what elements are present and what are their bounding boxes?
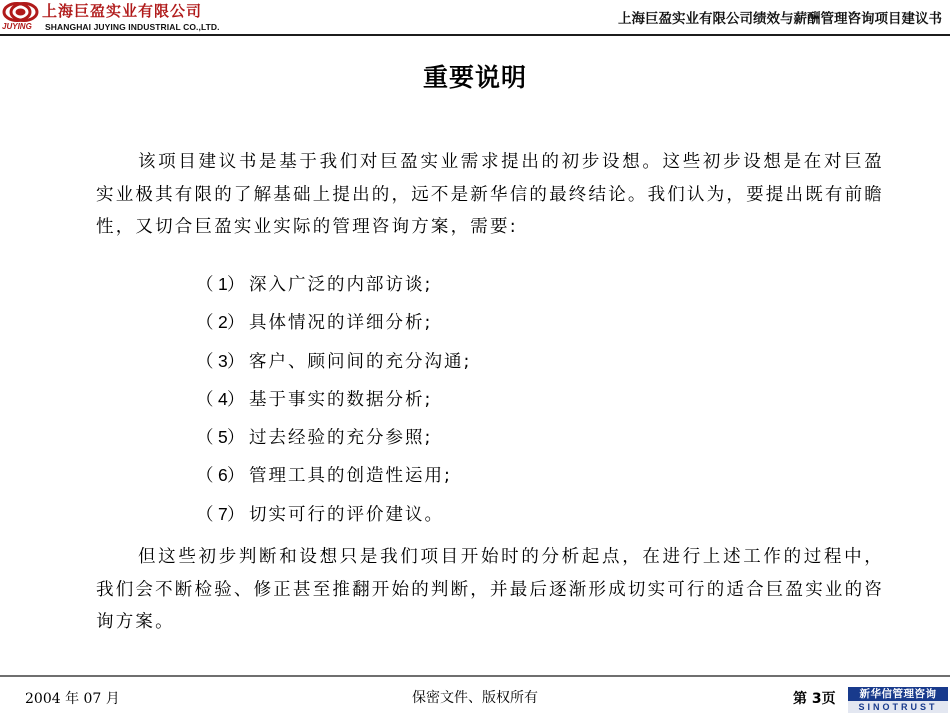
list-item <box>196 495 471 533</box>
list-item <box>196 342 471 380</box>
intro-paragraph: 该项目建议书是基于我们对巨盈实业需求提出的初步设想。这些初步设想是在对巨盈实业极其有限的了解基础上提出的，远不是新华信的最终结论。我们认为，要提出既有前瞻性，又切合巨盈实业实际的管理咨询方案，需要: <box>96 152 884 237</box>
list-item-number: （ 3） <box>196 350 245 372</box>
footer-divider <box>0 675 950 677</box>
list-item-number: （ 2） <box>196 312 245 334</box>
footer-date: 2004 年 07 月 <box>25 691 120 707</box>
requirements-list <box>196 265 471 533</box>
list-item-number: （ 1） <box>196 274 245 295</box>
page-number: 第 3页 <box>793 691 836 707</box>
list-item-number: （ 6） <box>196 465 245 487</box>
document-title: 上海巨盈实业有限公司绩效与薪酬管理咨询项目建议书 <box>618 11 942 27</box>
sinotrust-logo-en: SINOTRUST <box>848 701 948 713</box>
list-item-text: 基于事实的数据分析; <box>249 389 433 410</box>
list-item <box>196 265 471 303</box>
list-item-number: （ 7） <box>196 503 245 525</box>
page-header <box>0 0 950 36</box>
logo-abbreviation: JUYING <box>2 22 32 31</box>
list-item <box>196 418 471 456</box>
list-item-text: 管理工具的创造性运用; <box>249 466 452 487</box>
list-item-text: 切实可行的评价建议。 <box>249 504 444 525</box>
footer-confidential-notice: 保密文件、版权所有 <box>412 690 538 706</box>
list-item-text: 过去经验的充分参照; <box>249 428 433 449</box>
logo-company-name-en: SHANGHAI JUYING INDUSTRIAL CO.,LTD. <box>45 22 220 32</box>
list-item-text: 深入广泛的内部访谈; <box>249 275 433 295</box>
list-item-text: 客户、顾问间的充分沟通; <box>249 351 472 372</box>
list-item <box>196 303 471 341</box>
list-item <box>196 456 471 494</box>
sinotrust-logo <box>848 687 948 713</box>
list-item-number: （ 5） <box>196 427 245 449</box>
company-logo <box>2 1 242 35</box>
list-item <box>196 380 471 418</box>
sinotrust-logo-cn: 新华信管理咨询 <box>848 687 948 701</box>
list-item-number: （ 4） <box>196 388 245 410</box>
page-title: 重要说明 <box>422 63 527 92</box>
closing-paragraph: 但这些初步判断和设想只是我们项目开始时的分析起点，在进行上述工作的过程中，我们会不断检验、修正甚至推翻开始的判断，并最后逐渐形成切实可行的适合巨盈实业的咨询方案。 <box>96 547 884 632</box>
header-divider <box>0 34 950 36</box>
logo-company-name-cn: 上海巨盈实业有限公司 <box>42 2 203 20</box>
list-item-text: 具体情况的详细分析; <box>249 313 433 334</box>
